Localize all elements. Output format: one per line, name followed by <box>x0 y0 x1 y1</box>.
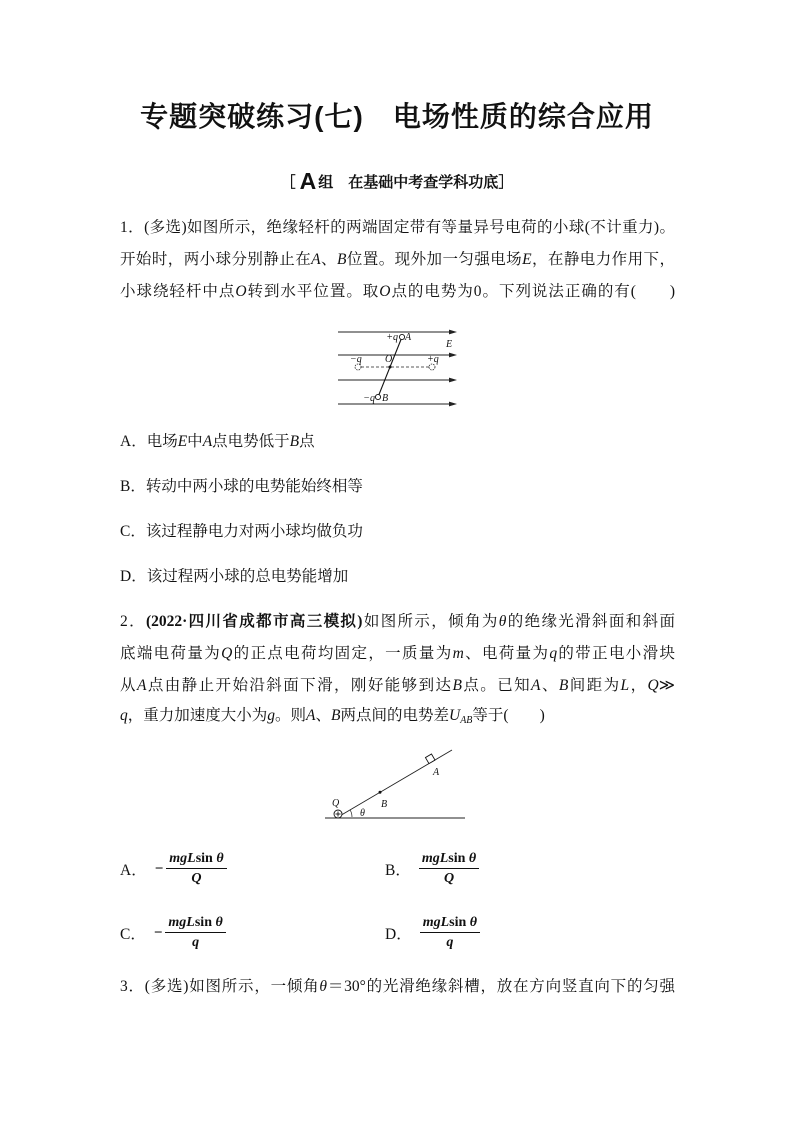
q2-line-4 <box>120 705 545 727</box>
q2-line-3 <box>120 675 675 697</box>
q1-option-c <box>120 521 363 543</box>
label-right-charge: +q <box>427 354 439 365</box>
text-run: m <box>452 645 464 662</box>
field-arrowhead <box>449 353 457 358</box>
text-run: B <box>331 707 341 724</box>
text-run: 开始时，两小球分别静止在 <box>120 251 312 268</box>
text-run: 的绝缘光滑斜面和斜面 <box>506 613 675 630</box>
point-b-dot <box>379 791 382 794</box>
minus-sign: − <box>153 924 163 941</box>
text-run: B <box>558 677 569 694</box>
fraction-numerator <box>420 914 480 933</box>
text-run: 底端电荷量为 <box>120 645 222 662</box>
text-run: 两点间的电势差 <box>340 707 449 724</box>
text-run: 3．(多选)如图所示，一倾角 <box>120 978 320 995</box>
text-run: sin <box>194 915 216 930</box>
q2-line-2 <box>120 643 675 665</box>
text-run: 点电势低于 <box>212 433 290 450</box>
text-run: A <box>306 707 316 724</box>
slider-block-shape <box>425 754 435 764</box>
text-run: 、电荷量为 <box>463 645 550 662</box>
text-run: A <box>202 433 213 450</box>
text-run: ，在静电力作用下， <box>531 251 675 268</box>
text-run: 1．(多选)如图所示，绝缘轻杆的两端固定带有等量异号电荷的小球(不计重力)。 <box>120 219 675 236</box>
text-run: Q <box>647 677 659 694</box>
text-run: Q <box>221 645 233 662</box>
text-run: sin <box>448 851 469 866</box>
text-run: 位置。现外加一匀强电场 <box>346 251 523 268</box>
fraction-numerator <box>419 850 479 869</box>
text-run: mgL <box>168 915 195 930</box>
label-bottom-charge: −q <box>363 393 375 404</box>
fraction-numerator <box>165 914 225 933</box>
q1-option-d <box>120 566 348 588</box>
text-run: Q <box>191 871 202 886</box>
text-run: U <box>449 707 461 724</box>
text-run: ， <box>629 677 648 694</box>
angle-arc <box>350 810 352 817</box>
text-run: AB <box>460 715 473 726</box>
ball-a <box>399 334 404 339</box>
text-run: 转到水平位置。取 <box>246 283 380 300</box>
section-heading <box>0 169 794 195</box>
text-run: 小球绕轻杆中点 <box>120 283 236 300</box>
text-run: θ <box>215 915 223 930</box>
text-run: O <box>235 283 247 300</box>
slider-block <box>425 754 435 764</box>
field-arrowhead <box>449 330 457 335</box>
positive-charge-icon <box>334 810 342 818</box>
text-run: E <box>177 433 188 450</box>
option-label: D． <box>385 926 412 943</box>
text-run: A <box>311 251 321 268</box>
q2-option-a <box>120 850 227 888</box>
text-run: sin <box>449 915 470 930</box>
q2-option-d <box>385 914 480 952</box>
field-arrowhead <box>449 402 457 407</box>
text-run: q <box>192 935 200 950</box>
q2-line-1 <box>120 611 675 633</box>
figure-2-diagram <box>320 740 470 825</box>
text-run: 点 <box>299 433 315 450</box>
label-left-charge: −q <box>350 354 362 365</box>
text-run: 点的电势为0。下列说法正确的有( ) <box>390 283 675 300</box>
text-run: ＝30°的光滑绝缘斜槽，放在方向竖直向下的匀强 <box>327 978 676 995</box>
text-run: mgL <box>169 851 196 866</box>
fraction <box>166 850 226 888</box>
label-charge-q: Q <box>332 798 340 809</box>
option-label: A． <box>120 862 147 879</box>
text-run: q <box>549 645 558 662</box>
text-run: 的正点电荷均固定，一质量为 <box>232 645 453 662</box>
option-label: B． <box>385 862 411 879</box>
text-run: q <box>446 935 454 950</box>
text-run: O <box>379 283 391 300</box>
text-run: 点。已知 <box>461 677 532 694</box>
text-run: θ <box>319 978 328 995</box>
text-run: 等于( ) <box>472 707 545 724</box>
text-run: A <box>136 677 147 694</box>
text-run: 、 <box>540 677 559 694</box>
fraction-numerator <box>166 850 226 869</box>
label-field-e: E <box>446 339 453 350</box>
fraction-denominator <box>192 933 199 952</box>
text-run: (2022·四川省成都市高三模拟) <box>145 613 363 630</box>
text-run: 、 <box>320 251 337 268</box>
text-run: B．转动中两小球的电势能始终相等 <box>120 478 363 495</box>
label-center-o: O <box>385 354 393 365</box>
fraction-denominator <box>191 869 201 888</box>
minus-sign: − <box>154 860 164 877</box>
fraction <box>165 914 225 952</box>
q1-option-b <box>120 476 363 498</box>
q3-line-1 <box>120 976 675 998</box>
text-run: 如图所示，倾角为 <box>362 613 499 630</box>
figure-1-diagram <box>330 322 470 412</box>
text-run: 2． <box>120 613 146 630</box>
label-point-a: A <box>405 332 412 343</box>
q1-line-2 <box>120 249 675 271</box>
q1-option-a <box>120 431 315 453</box>
text-run: θ <box>216 851 224 866</box>
fraction-denominator <box>446 933 453 952</box>
rod-midpoint <box>389 366 392 369</box>
group-letter: A <box>299 168 317 194</box>
text-run: L <box>620 677 630 694</box>
bracket-left: ［ <box>280 174 296 191</box>
text-run: B <box>336 251 347 268</box>
group-text: 组 在基础中考查学科功底 <box>318 174 499 191</box>
text-run: E <box>522 251 532 268</box>
text-run: mgL <box>421 851 449 866</box>
text-run: 从 <box>120 677 137 694</box>
field-arrowhead <box>449 378 457 383</box>
bracket-right: ］ <box>498 174 514 191</box>
text-run: D．该过程两小球的总电势能增加 <box>120 568 349 585</box>
q1-line-3 <box>120 281 675 303</box>
option-label: C． <box>120 926 146 943</box>
q1-line-1 <box>120 217 675 239</box>
q2-option-c <box>120 914 226 952</box>
text-run: B <box>452 677 462 694</box>
text-run: B <box>289 433 300 450</box>
label-point-a: A <box>433 767 440 778</box>
fraction <box>420 914 480 952</box>
text-run: q <box>120 707 128 724</box>
fraction <box>419 850 479 888</box>
text-run: mgL <box>422 915 450 930</box>
text-run: θ <box>498 613 507 630</box>
fraction-denominator <box>444 869 454 888</box>
text-run: ≫ <box>658 677 675 694</box>
text-run: θ <box>469 915 478 930</box>
label-angle-theta: θ <box>360 808 365 819</box>
ball-b <box>375 394 380 399</box>
text-run: 中 <box>187 433 203 450</box>
text-run: Q <box>443 871 455 886</box>
page-title: 专题突破练习(七) 电场性质的综合应用 <box>140 101 654 132</box>
text-run: 的带正电小滑块 <box>557 645 675 662</box>
text-run: ，重力加速度大小为 <box>127 707 268 724</box>
q2-option-b <box>385 850 479 888</box>
label-top-charge: +q <box>386 332 398 343</box>
text-run: 间距为 <box>568 677 621 694</box>
text-run: A <box>531 677 541 694</box>
text-run: g <box>267 707 276 724</box>
text-run: 。则 <box>275 707 307 724</box>
label-point-b: B <box>381 799 388 810</box>
text-run: θ <box>468 851 477 866</box>
label-point-b: B <box>382 393 389 404</box>
text-run: sin <box>195 851 217 866</box>
text-run: A．电场 <box>120 433 178 450</box>
text-run: 点由静止开始沿斜面下滑，刚好能够到达 <box>146 677 453 694</box>
text-run: 、 <box>315 707 332 724</box>
text-run: C．该过程静电力对两小球均做负功 <box>120 523 363 540</box>
